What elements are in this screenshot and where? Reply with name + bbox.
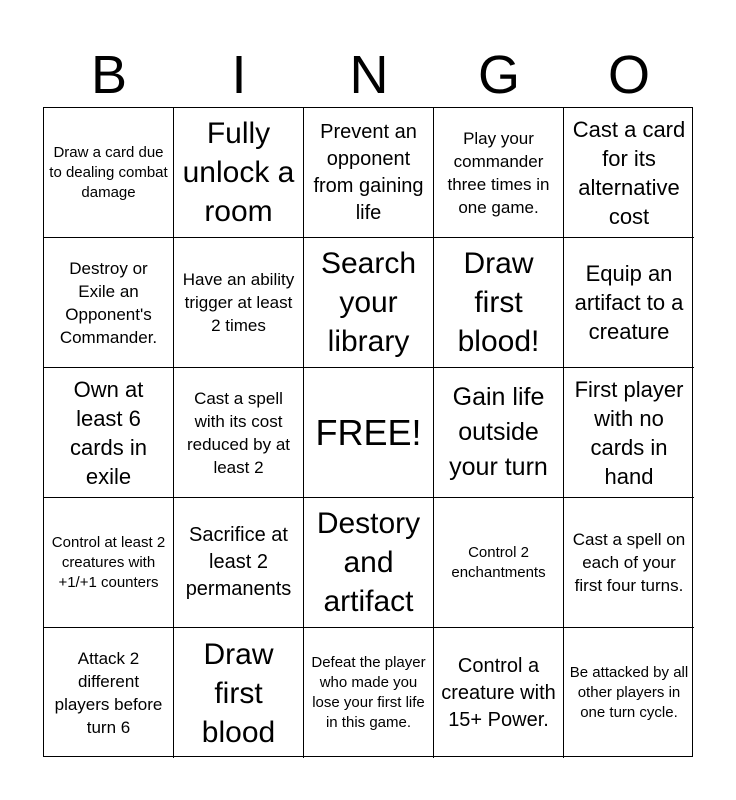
- header-letter-n: N: [349, 45, 389, 105]
- bingo-cell[interactable]: [174, 628, 304, 758]
- cell-text: Draw first blood: [201, 637, 276, 749]
- bingo-cell[interactable]: [564, 238, 694, 368]
- cell-text: Fully unlock a room: [182, 117, 295, 228]
- cell-text: Equip an artifact to a creature: [574, 261, 684, 344]
- cell-text: Search your library: [320, 247, 417, 358]
- cell-text: Destroy or Exile an Opponent's Commander.: [59, 258, 158, 347]
- bingo-cell[interactable]: [304, 628, 434, 758]
- cell-text: Cast a spell on each of your first four turns.: [572, 530, 686, 595]
- bingo-cell[interactable]: [174, 368, 304, 498]
- bingo-header: [44, 46, 694, 104]
- cell-text: Control at least 2 creatures with +1/+1 counters: [51, 533, 166, 591]
- bingo-cell[interactable]: [564, 498, 694, 628]
- cell-text: Prevent an opponent from gaining life: [313, 120, 424, 224]
- cell-text: Cast a spell with its cost reduced by at least 2: [186, 388, 290, 477]
- free-space-text: FREE!: [315, 411, 422, 453]
- bingo-cell[interactable]: [174, 108, 304, 238]
- bingo-cell[interactable]: [44, 498, 174, 628]
- cell-text: Defeat the player who made you lose your first life in this game.: [311, 654, 426, 731]
- cell-text: Control a creature with 15+ Power.: [441, 654, 556, 731]
- bingo-cell[interactable]: [434, 108, 564, 238]
- bingo-cell[interactable]: [44, 368, 174, 498]
- bingo-cell[interactable]: [44, 238, 174, 368]
- bingo-cell[interactable]: [564, 108, 694, 238]
- cell-text: Own at least 6 cards in exile: [69, 376, 148, 489]
- bingo-cell[interactable]: [174, 498, 304, 628]
- bingo-cell[interactable]: [564, 628, 694, 758]
- bingo-cell[interactable]: [434, 498, 564, 628]
- cell-text: First player with no cards in hand: [574, 376, 684, 489]
- cell-text: Play your commander three times in one game.: [447, 128, 550, 217]
- cell-text: Gain life outside your turn: [449, 383, 548, 481]
- free-space-cell[interactable]: [304, 368, 434, 498]
- cell-text: Sacrifice at least 2 permanents: [185, 524, 292, 600]
- bingo-cell[interactable]: [434, 238, 564, 368]
- bingo-grid: [43, 107, 693, 757]
- cell-text: Have an ability trigger at least 2 times: [182, 270, 295, 335]
- bingo-cell[interactable]: [174, 238, 304, 368]
- bingo-cell[interactable]: [304, 238, 434, 368]
- bingo-cell[interactable]: [564, 368, 694, 498]
- cell-text: Destory and artifact: [316, 507, 421, 618]
- header-letter-o: O: [607, 45, 650, 105]
- header-letter-i: I: [231, 45, 247, 105]
- bingo-cell[interactable]: [434, 368, 564, 498]
- bingo-cell[interactable]: [44, 108, 174, 238]
- bingo-cell[interactable]: [434, 628, 564, 758]
- bingo-cell[interactable]: [304, 498, 434, 628]
- header-letter-b: B: [90, 45, 128, 105]
- cell-text: Cast a card for its alternative cost: [572, 116, 686, 229]
- bingo-cell[interactable]: [44, 628, 174, 758]
- cell-text: Control 2 enchantments: [451, 543, 546, 581]
- cell-text: Be attacked by all other players in one turn cycle.: [569, 664, 689, 721]
- header-letter-g: G: [477, 45, 520, 105]
- cell-text: Attack 2 different players before turn 6: [54, 649, 163, 737]
- cell-text: Draw a card due to dealing combat damage: [49, 143, 168, 201]
- bingo-cell[interactable]: [304, 108, 434, 238]
- cell-text: Draw first blood!: [457, 247, 540, 358]
